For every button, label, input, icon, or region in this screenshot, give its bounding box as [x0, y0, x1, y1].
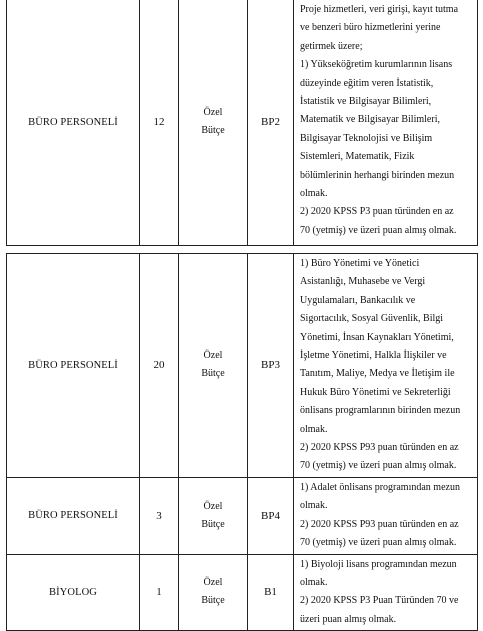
requirement-line: Proje hizmetleri, veri girişi, kayıt tutma — [300, 4, 459, 15]
budget-line: Bütçe — [201, 518, 225, 530]
requirement-line: Matematik ve Bilgisayar Bilimleri, — [300, 114, 440, 126]
position-count: 3 — [140, 477, 179, 554]
budget-type — [179, 0, 248, 245]
requirement-line: 2) 2020 KPSS P3 Puan Türünden 70 ve — [300, 595, 459, 607]
positions-table-top — [6, 0, 478, 246]
table-row — [7, 477, 478, 554]
requirement-line: Sigortacılık, Sosyal Güvenlik, Bilgi — [300, 313, 444, 325]
budget-type — [179, 477, 248, 554]
table-row — [7, 554, 478, 631]
requirement-line: bölümlerinin herhangi birinden mezun — [300, 169, 455, 181]
budget-line: Özel — [203, 350, 223, 362]
position-code: BP2 — [248, 0, 294, 245]
positions-table-bottom — [6, 253, 478, 631]
requirement-line: 1) Büro Yönetimi ve Yönetici — [300, 258, 420, 269]
requirement-line: İşletme Yönetimi, Halkla İlişkiler ve — [300, 350, 447, 362]
requirement-line: İstatistik ve Bilgisayar Bilimleri, — [300, 96, 432, 108]
position-title: BÜRO PERSONELİ — [7, 477, 140, 554]
requirements — [294, 254, 478, 478]
requirement-line: olmak. — [300, 423, 328, 435]
position-title: BİYOLOG — [7, 554, 140, 631]
requirement-line: 70 (yetmiş) ve üzeri puan almış olmak. — [300, 224, 457, 236]
requirement-line: getirmek üzere; — [300, 40, 363, 52]
requirements — [294, 554, 478, 631]
position-title: BÜRO PERSONELİ — [7, 254, 140, 478]
budget-line: Bütçe — [201, 125, 225, 137]
requirement-line: Uygulamaları, Bankacılık ve — [300, 294, 416, 306]
requirement-line: Bilgisayar Teknolojisi ve Bilişim — [300, 132, 433, 144]
position-count: 20 — [140, 254, 179, 478]
requirement-line: 1) Adalet önlisans programından mezun — [300, 481, 460, 493]
requirement-line: 70 (yetmiş) ve üzeri puan almış olmak. — [300, 460, 457, 472]
requirement-line: 1) Biyoloji lisans programından mezun — [300, 558, 457, 570]
requirement-line: olmak. — [300, 188, 328, 200]
requirement-line: 70 (yetmiş) ve üzeri puan almış olmak. — [300, 537, 457, 549]
position-count: 12 — [140, 0, 179, 245]
budget-type — [179, 554, 248, 631]
requirement-line: Yönetimi, İnsan Kaynakları Yönetimi, — [300, 331, 454, 343]
requirement-line: 2) 2020 KPSS P93 puan türünden en az — [300, 518, 459, 530]
requirement-line: üzeri puan almış olmak. — [300, 613, 397, 625]
requirements — [294, 0, 478, 245]
requirement-line: olmak. — [300, 576, 328, 588]
requirement-line: Hukuk Büro Yönetimi ve Sekreterliği — [300, 386, 451, 398]
position-code: B1 — [248, 554, 294, 631]
requirement-line: Tanıtım, Maliye, Medya ve İletişim ile — [300, 368, 455, 380]
position-code: BP4 — [248, 477, 294, 554]
table-row — [7, 254, 478, 478]
budget-line: Özel — [203, 107, 223, 119]
table-row — [7, 0, 478, 245]
requirement-line: Asistanlığı, Muhasebe ve Vergi — [300, 276, 426, 288]
budget-line: Özel — [203, 577, 223, 589]
budget-type — [179, 254, 248, 478]
budget-line: Özel — [203, 500, 223, 512]
requirement-line: düzeyinde eğitim veren İstatistik, — [300, 77, 434, 89]
requirement-line: 2) 2020 KPSS P3 puan türünden en az — [300, 206, 454, 218]
requirement-line: olmak. — [300, 500, 328, 512]
requirement-line: önlisans programlarının birinden mezun — [300, 405, 461, 417]
requirement-line: ve benzeri büro hizmetlerini yerine — [300, 22, 441, 34]
position-count: 1 — [140, 554, 179, 631]
requirement-line: Sistemleri, Matematik, Fizik — [300, 151, 415, 163]
requirement-line: 1) Yükseköğretim kurumlarının lisans — [300, 59, 453, 71]
requirements — [294, 477, 478, 554]
budget-line: Bütçe — [201, 595, 225, 607]
requirement-line: 2) 2020 KPSS P93 puan türünden en az — [300, 442, 459, 454]
budget-line: Bütçe — [201, 368, 225, 380]
position-title: BÜRO PERSONELİ — [7, 0, 140, 245]
position-code: BP3 — [248, 254, 294, 478]
